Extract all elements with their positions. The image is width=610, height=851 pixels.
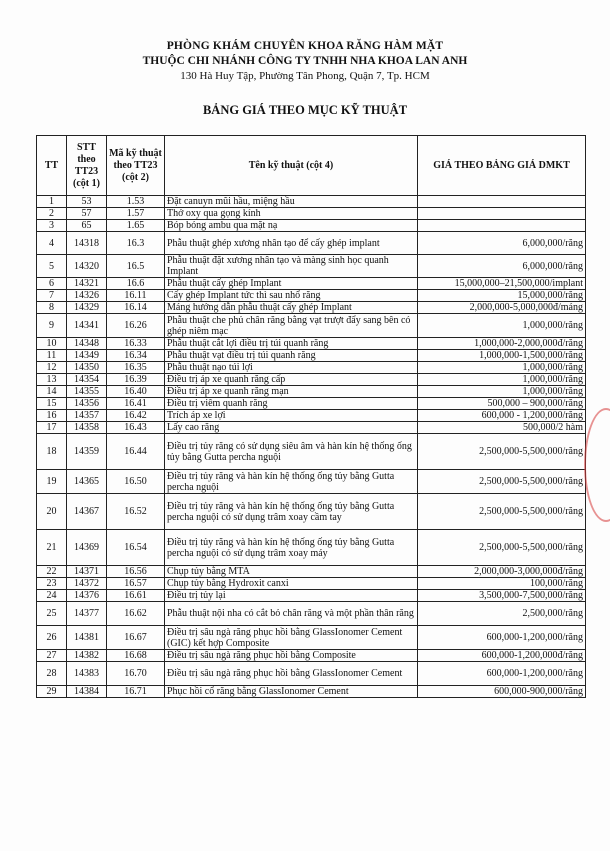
cell-gia: 600,000-1,200,000đ/răng <box>418 650 586 662</box>
cell-tt: 12 <box>37 362 67 374</box>
cell-ten: Điều trị viêm quanh răng <box>165 398 418 410</box>
clinic-name: PHÒNG KHÁM CHUYÊN KHOA RĂNG HÀM MẶT <box>166 40 444 52</box>
cell-stt: 14365 <box>67 470 107 494</box>
table-row <box>37 578 586 590</box>
table-row <box>37 362 586 374</box>
cell-tt: 2 <box>37 208 67 220</box>
cell-stt: 53 <box>67 196 107 208</box>
cell-stt: 14384 <box>67 686 107 698</box>
cell-stt: 14367 <box>67 494 107 530</box>
cell-ten: Phẫu thuật nội nha có cắt bỏ chân răng và một phần thân răng <box>165 602 418 626</box>
cell-stt: 65 <box>67 220 107 232</box>
cell-stt: 14383 <box>67 662 107 686</box>
col-header-ma: Mã kỹ thuật theo TT23 (cột 2) <box>107 136 165 196</box>
cell-tt: 8 <box>37 302 67 314</box>
cell-ma: 16.14 <box>107 302 165 314</box>
cell-gia: 1,000,000/răng <box>418 314 586 338</box>
cell-gia: 600,000-1,200,000/răng <box>418 662 586 686</box>
cell-ten: Phẫu thuật cấy ghép Implant <box>165 278 418 290</box>
cell-gia <box>418 208 586 220</box>
cell-ma: 16.67 <box>107 626 165 650</box>
table-row <box>37 410 586 422</box>
cell-ten: Điều trị áp xe quanh răng cấp <box>165 374 418 386</box>
cell-tt: 28 <box>37 662 67 686</box>
col-header-tt: TT <box>37 136 67 196</box>
cell-ten: Lấy cao răng <box>165 422 418 434</box>
cell-gia: 600,000-1,200,000/răng <box>418 626 586 650</box>
table-row <box>37 350 586 362</box>
cell-tt: 3 <box>37 220 67 232</box>
cell-ma: 16.70 <box>107 662 165 686</box>
col-header-ten: Tên kỹ thuật (cột 4) <box>165 136 418 196</box>
table-row <box>37 220 586 232</box>
cell-ma: 16.71 <box>107 686 165 698</box>
cell-gia: 1,000,000-2,000,000đ/răng <box>418 338 586 350</box>
cell-gia: 15,000,000/răng <box>418 290 586 302</box>
cell-ma: 16.39 <box>107 374 165 386</box>
cell-tt: 14 <box>37 386 67 398</box>
cell-ten: Cấy ghép Implant tức thì sau nhổ răng <box>165 290 418 302</box>
red-seal-stamp <box>584 408 610 522</box>
cell-ma: 16.35 <box>107 362 165 374</box>
col-header-stt: STT theo TT23 (cột 1) <box>67 136 107 196</box>
cell-ten: Điều trị tủy lại <box>165 590 418 602</box>
cell-tt: 11 <box>37 350 67 362</box>
table-row <box>37 602 586 626</box>
cell-ma: 16.61 <box>107 590 165 602</box>
price-table <box>36 135 586 698</box>
cell-tt: 19 <box>37 470 67 494</box>
cell-ma: 16.42 <box>107 410 165 422</box>
cell-gia: 2,500,000/răng <box>418 602 586 626</box>
cell-ma: 16.26 <box>107 314 165 338</box>
cell-ten: Chụp tủy bằng MTA <box>165 566 418 578</box>
cell-ten: Điều trị tủy răng và hàn kín hệ thống ống tủy bằng Gutta percha nguội <box>165 470 418 494</box>
cell-stt: 14369 <box>67 530 107 566</box>
cell-ten: Phẫu thuật ghép xương nhân tạo để cấy ghép implant <box>165 232 418 255</box>
cell-ma: 16.57 <box>107 578 165 590</box>
cell-ma: 1.57 <box>107 208 165 220</box>
cell-stt: 14326 <box>67 290 107 302</box>
cell-ten: Đặt canuyn mũi hầu, miệng hầu <box>165 196 418 208</box>
cell-stt: 14356 <box>67 398 107 410</box>
cell-tt: 23 <box>37 578 67 590</box>
cell-tt: 6 <box>37 278 67 290</box>
cell-stt: 14318 <box>67 232 107 255</box>
cell-stt: 14349 <box>67 350 107 362</box>
cell-tt: 5 <box>37 255 67 278</box>
cell-tt: 24 <box>37 590 67 602</box>
cell-ten: Bóp bóng ambu qua mặt nạ <box>165 220 418 232</box>
table-row <box>37 302 586 314</box>
cell-stt: 14372 <box>67 578 107 590</box>
table-header-row <box>37 136 586 196</box>
table-row <box>37 434 586 470</box>
cell-stt: 14358 <box>67 422 107 434</box>
cell-ma: 16.68 <box>107 650 165 662</box>
cell-gia: 1,000,000/răng <box>418 386 586 398</box>
col-header-gia: GIÁ THEO BẢNG GIÁ DMKT <box>418 136 586 196</box>
cell-gia: 6,000,000/răng <box>418 232 586 255</box>
cell-ten: Phẫu thuật vạt điều trị túi quanh răng <box>165 350 418 362</box>
table-row <box>37 374 586 386</box>
cell-tt: 17 <box>37 422 67 434</box>
cell-tt: 21 <box>37 530 67 566</box>
clinic-address: 130 Hà Huy Tập, Phường Tân Phong, Quận 7, Tp. HCM <box>180 70 430 82</box>
table-row <box>37 208 586 220</box>
cell-stt: 14377 <box>67 602 107 626</box>
cell-tt: 22 <box>37 566 67 578</box>
cell-stt: 14341 <box>67 314 107 338</box>
cell-tt: 1 <box>37 196 67 208</box>
cell-ten: Điều trị tủy răng và hàn kín hệ thống ống tủy bằng Gutta percha nguội có sử dụng trâm xoay máy <box>165 530 418 566</box>
table-row <box>37 566 586 578</box>
cell-tt: 4 <box>37 232 67 255</box>
cell-ten: Phẫu thuật nạo túi lợi <box>165 362 418 374</box>
company-name: THUỘC CHI NHÁNH CÔNG TY TNHH NHA KHOA LAN ANH <box>142 55 468 67</box>
cell-stt: 14381 <box>67 626 107 650</box>
cell-stt: 57 <box>67 208 107 220</box>
cell-tt: 26 <box>37 626 67 650</box>
cell-gia: 2,500,000-5,500,000/răng <box>418 470 586 494</box>
cell-ten: Điều trị sâu ngà răng phục hồi bằng GlassIonomer Cement (GIC) kết hợp Composite <box>165 626 418 650</box>
cell-gia: 1,000,000-1,500,000/răng <box>418 350 586 362</box>
cell-gia: 2,500,000-5,500,000/răng <box>418 530 586 566</box>
cell-gia: 600,000 - 1,200,000/răng <box>418 410 586 422</box>
cell-ma: 16.11 <box>107 290 165 302</box>
cell-ma: 16.34 <box>107 350 165 362</box>
cell-tt: 25 <box>37 602 67 626</box>
cell-gia: 2,000,000-5,000,000đ/máng <box>418 302 586 314</box>
table-row <box>37 686 586 698</box>
table-row <box>37 650 586 662</box>
cell-stt: 14382 <box>67 650 107 662</box>
cell-ma: 16.41 <box>107 398 165 410</box>
cell-stt: 14329 <box>67 302 107 314</box>
cell-ma: 16.44 <box>107 434 165 470</box>
table-row <box>37 278 586 290</box>
cell-ten: Chụp tủy bằng Hydroxit canxi <box>165 578 418 590</box>
cell-ma: 1.53 <box>107 196 165 208</box>
cell-gia: 3,500,000-7,500,000/răng <box>418 590 586 602</box>
cell-ten: Điều trị tủy răng và hàn kín hệ thống ống tủy bằng Gutta percha nguội có sử dụng trâm xoay cầm tay <box>165 494 418 530</box>
cell-tt: 10 <box>37 338 67 350</box>
cell-stt: 14348 <box>67 338 107 350</box>
table-row <box>37 470 586 494</box>
cell-stt: 14376 <box>67 590 107 602</box>
cell-gia: 2,500,000-5,500,000/răng <box>418 494 586 530</box>
cell-ten: Thở oxy qua gọng kính <box>165 208 418 220</box>
cell-gia <box>418 196 586 208</box>
cell-ma: 16.52 <box>107 494 165 530</box>
cell-stt: 14354 <box>67 374 107 386</box>
cell-ten: Phẫu thuật cắt lợi điều trị túi quanh răng <box>165 338 418 350</box>
table-row <box>37 626 586 650</box>
table-row <box>37 590 586 602</box>
cell-stt: 14371 <box>67 566 107 578</box>
document-title: BẢNG GIÁ THEO MỤC KỸ THUẬT <box>202 103 408 117</box>
cell-ma: 16.6 <box>107 278 165 290</box>
cell-ma: 16.43 <box>107 422 165 434</box>
table-row <box>37 662 586 686</box>
cell-ma: 16.54 <box>107 530 165 566</box>
cell-ten: Điều trị sâu ngà răng phục hồi bằng Composite <box>165 650 418 662</box>
cell-tt: 15 <box>37 398 67 410</box>
cell-tt: 7 <box>37 290 67 302</box>
cell-tt: 18 <box>37 434 67 470</box>
cell-ma: 1.65 <box>107 220 165 232</box>
cell-gia: 2,000,000-3,000,000đ/răng <box>418 566 586 578</box>
table-row <box>37 196 586 208</box>
cell-gia: 6,000,000/răng <box>418 255 586 278</box>
table-row <box>37 255 586 278</box>
cell-ten: Máng hướng dẫn phẫu thuật cấy ghép Implant <box>165 302 418 314</box>
table-row <box>37 338 586 350</box>
cell-ma: 16.40 <box>107 386 165 398</box>
table-row <box>37 530 586 566</box>
cell-gia: 15,000,000–21,500,000/implant <box>418 278 586 290</box>
cell-ten: Trích áp xe lợi <box>165 410 418 422</box>
cell-gia: 1,000,000/răng <box>418 374 586 386</box>
cell-ten: Phục hồi cổ răng bằng GlassIonomer Cement <box>165 686 418 698</box>
cell-stt: 14350 <box>67 362 107 374</box>
cell-ma: 16.33 <box>107 338 165 350</box>
cell-stt: 14357 <box>67 410 107 422</box>
table-body <box>37 196 586 698</box>
cell-ten: Phẫu thuật đặt xương nhân tạo và màng sinh học quanh Implant <box>165 255 418 278</box>
table-row <box>37 290 586 302</box>
cell-gia: 2,500,000-5,500,000/răng <box>418 434 586 470</box>
cell-stt: 14355 <box>67 386 107 398</box>
table-row <box>37 386 586 398</box>
cell-ten: Điều trị áp xe quanh răng mạn <box>165 386 418 398</box>
cell-ma: 16.50 <box>107 470 165 494</box>
table-row <box>37 232 586 255</box>
cell-gia: 600,000-900,000/răng <box>418 686 586 698</box>
table-row <box>37 314 586 338</box>
cell-ma: 16.5 <box>107 255 165 278</box>
table-row <box>37 422 586 434</box>
cell-tt: 9 <box>37 314 67 338</box>
cell-ma: 16.3 <box>107 232 165 255</box>
cell-ten: Điều trị sâu ngà răng phục hồi bằng GlassIonomer Cement <box>165 662 418 686</box>
cell-stt: 14320 <box>67 255 107 278</box>
cell-gia <box>418 220 586 232</box>
cell-gia: 100,000/răng <box>418 578 586 590</box>
cell-tt: 27 <box>37 650 67 662</box>
table-row <box>37 398 586 410</box>
cell-tt: 20 <box>37 494 67 530</box>
cell-gia: 500,000 – 900,000/răng <box>418 398 586 410</box>
cell-tt: 29 <box>37 686 67 698</box>
cell-stt: 14359 <box>67 434 107 470</box>
cell-tt: 16 <box>37 410 67 422</box>
cell-gia: 500,000/2 hàm <box>418 422 586 434</box>
cell-gia: 1,000,000/răng <box>418 362 586 374</box>
cell-tt: 13 <box>37 374 67 386</box>
cell-ten: Điều trị tủy răng có sử dụng siêu âm và hàn kín hệ thống ống tủy bằng Gutta percha nguội <box>165 434 418 470</box>
table-row <box>37 494 586 530</box>
cell-stt: 14321 <box>67 278 107 290</box>
cell-ma: 16.62 <box>107 602 165 626</box>
cell-ten: Phẫu thuật che phủ chân răng bằng vạt trượt đẩy sang bên có ghép niêm mạc <box>165 314 418 338</box>
cell-ma: 16.56 <box>107 566 165 578</box>
